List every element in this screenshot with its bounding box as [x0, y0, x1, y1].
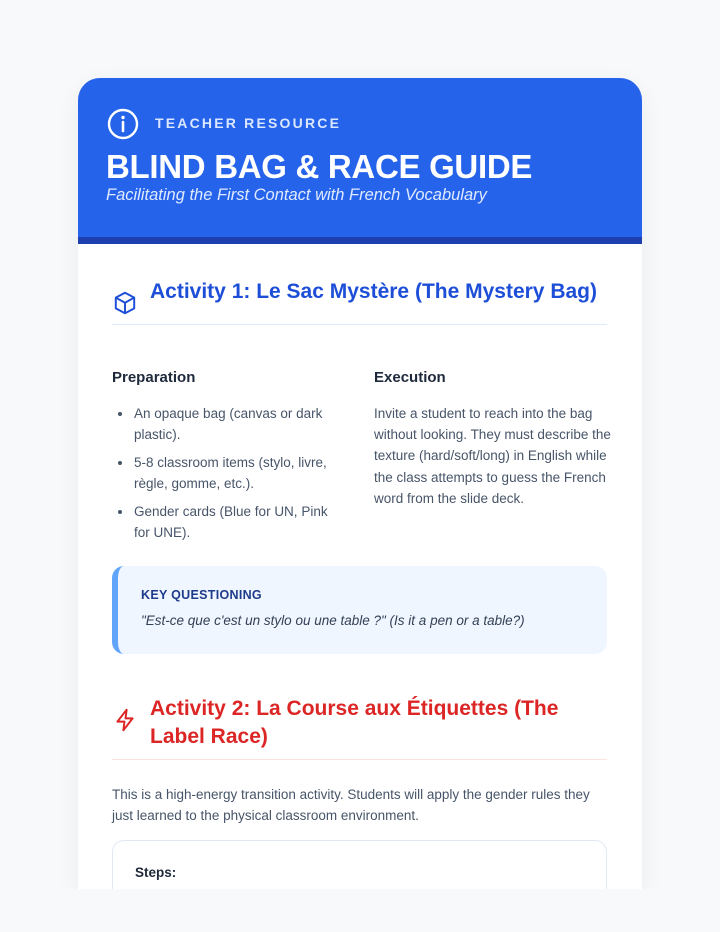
info-icon [107, 108, 139, 140]
guide-header [78, 78, 642, 244]
page-subtitle: Facilitating the First Contact with French Vocabulary [106, 186, 487, 204]
callout-quote: "Est-ce que c'est un stylo ou une table ?" (Is it a pen or a table?) [141, 613, 525, 628]
activity1-title: Activity 1: Le Sac Mystère (The Mystery Bag) [150, 280, 597, 303]
lightning-icon [112, 707, 138, 733]
header-eyebrow: TEACHER RESOURCE [155, 115, 342, 131]
execution-heading: Execution [374, 369, 446, 386]
key-questioning-callout [112, 566, 607, 654]
list-item: Gender cards (Blue for UN, Pink for UNE). [112, 501, 347, 543]
activity2-heading [112, 695, 607, 760]
execution-text: Invite a student to reach into the bag without looking. They must describe the texture (hard/soft/long) in English while the class attempts to guess the French word from the slide deck. [374, 406, 611, 506]
list-item: 5-8 classroom items (stylo, livre, règle, gomme, etc.). [112, 452, 347, 494]
callout-label: KEY QUESTIONING [141, 588, 262, 602]
page-title: BLIND BAG & RACE GUIDE [106, 148, 533, 185]
list-item: An opaque bag (canvas or dark plastic). [112, 403, 347, 445]
cube-icon [112, 290, 138, 316]
activity1-heading [112, 278, 607, 325]
preparation-heading: Preparation [112, 369, 196, 386]
preparation-list [112, 403, 347, 550]
bottom-fade [0, 889, 720, 932]
activity2-intro: This is a high-energy transition activity. Students will apply the gender rules they just learned to the physical classroom environment. [112, 787, 590, 824]
activity2-title: Activity 2: La Course aux Étiquettes (The Label Race) [150, 697, 559, 748]
steps-heading: Steps: [135, 865, 177, 880]
